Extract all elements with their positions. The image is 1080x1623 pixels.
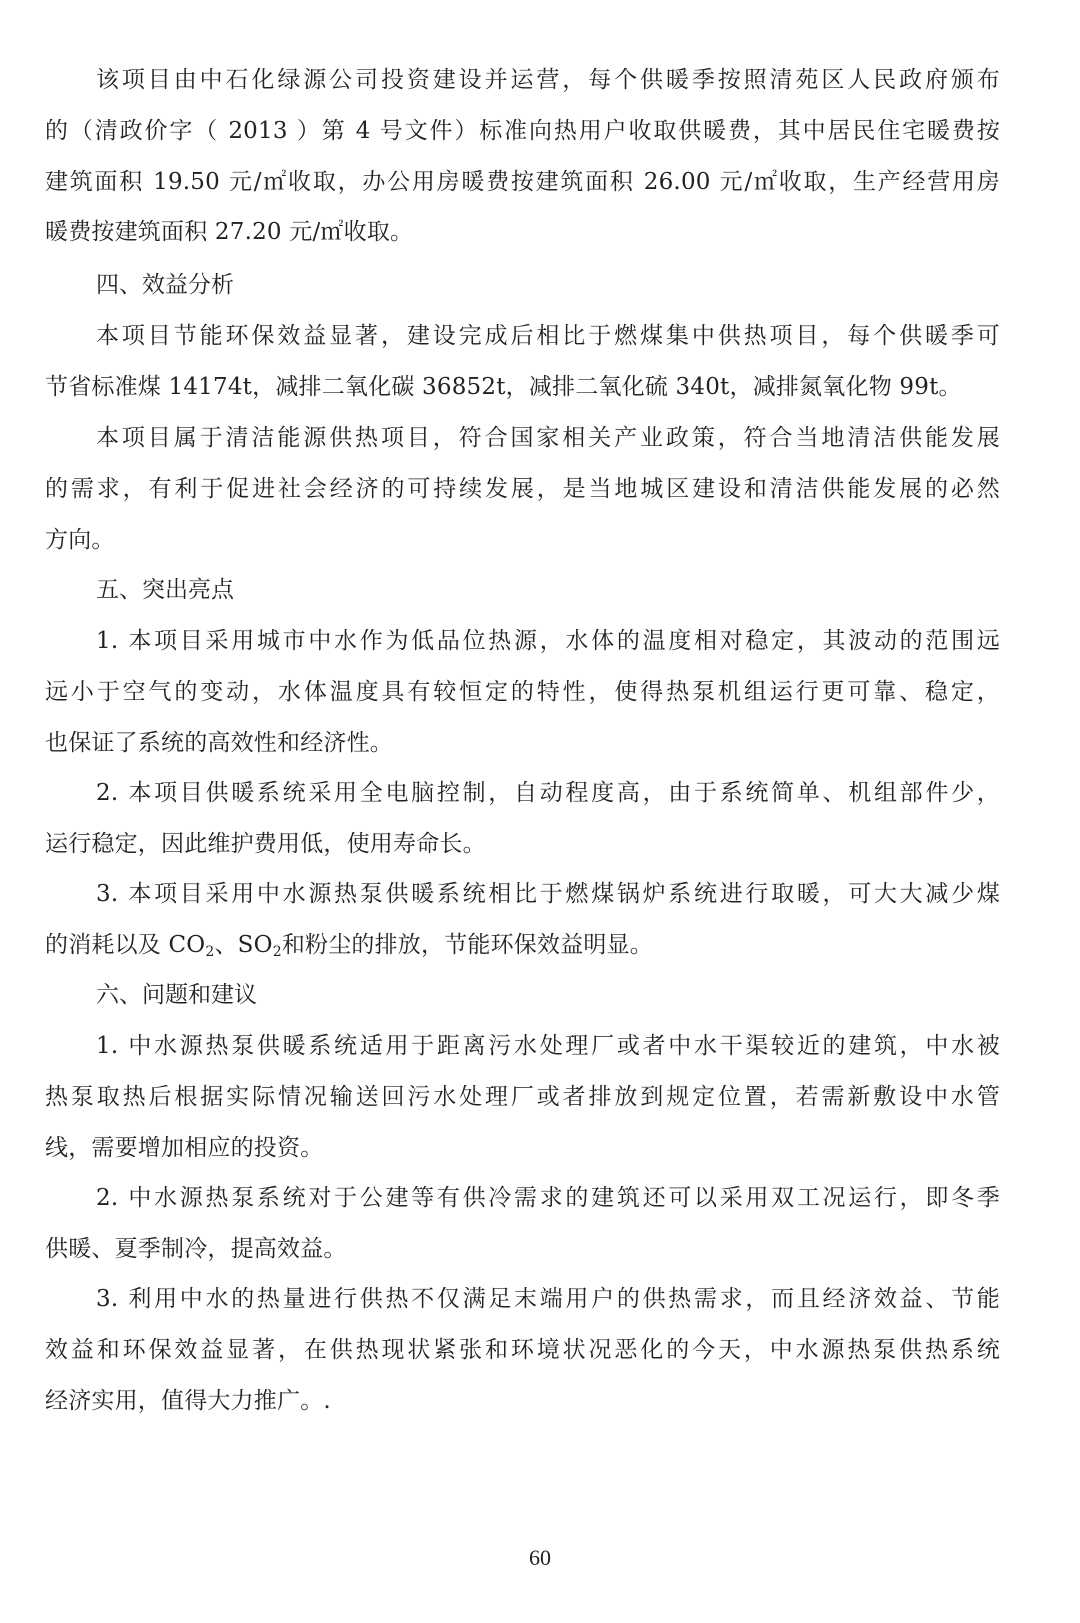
text-line: 2. 中水源热泵系统对于公建等有供冷需求的建筑还可以采用双工况运行，即冬季: [96, 1185, 1000, 1211]
highlight-item-3: [45, 869, 1000, 971]
highlight-item-1: [45, 616, 1000, 768]
text-line: 3. 本项目采用中水源热泵供暖系统相比于燃煤锅炉系统进行取暖，可大大减少煤: [96, 881, 1000, 907]
section-heading-benefit-analysis: 四、效益分析: [96, 272, 234, 298]
text-line: 节省标准煤 14174t，减排二氧化碳 36852t，减排二氧化硫 340t，减排氮氧化物 99t。: [45, 373, 962, 400]
text-line: 1. 本项目采用城市中水作为低品位热源，水体的温度相对稳定，其波动的范围远: [96, 628, 1000, 654]
text-line: 方向。: [45, 526, 115, 553]
paragraph-heating-fee: [45, 55, 1000, 258]
text-line: 供暖、夏季制冷，提高效益。: [45, 1235, 347, 1262]
text-line: 远小于空气的变动，水体温度具有较恒定的特性，使得热泵机组运行更可靠、稳定，: [45, 678, 1000, 705]
text-line: 运行稳定，因此维护费用低，使用寿命长。: [45, 830, 486, 857]
text-line: 1. 中水源热泵供暖系统适用于距离污水处理厂或者中水干渠较近的建筑，中水被: [96, 1033, 1000, 1059]
page-number: 60: [529, 1545, 551, 1570]
suggestion-item-2: [45, 1173, 1000, 1275]
paragraph-clean-energy: [45, 413, 1000, 565]
subscript: 2: [205, 943, 215, 960]
suggestion-item-3: [45, 1274, 1000, 1426]
suggestion-item-1: [45, 1021, 1000, 1173]
text-fragment: 的消耗以及 CO: [45, 931, 206, 958]
text-fragment: 、SO: [214, 931, 273, 958]
section-heading-issues-suggestions: 六、问题和建议: [96, 982, 257, 1008]
text-line: 也保证了系统的高效性和经济性。: [45, 729, 393, 756]
text-line: 的需求，有利于促进社会经济的可持续发展，是当地城区建设和清洁供能发展的必然: [45, 475, 1000, 502]
text-line-with-formulas: [45, 920, 1000, 971]
text-line: 2. 本项目供暖系统采用全电脑控制，自动程度高，由于系统简单、机组部件少，: [96, 780, 1000, 806]
text-fragment: 和粉尘的排放，节能环保效益明显。: [281, 931, 654, 958]
text-line: 本项目节能环保效益显著，建设完成后相比于燃煤集中供热项目，每个供暖季可: [96, 323, 1000, 349]
text-line: 本项目属于清洁能源供热项目，符合国家相关产业政策，符合当地清洁供能发展: [96, 425, 1000, 451]
text-line: 该项目由中石化绿源公司投资建设并运营，每个供暖季按照清苑区人民政府颁布: [96, 67, 1000, 93]
text-line: 线，需要增加相应的投资。: [45, 1134, 324, 1161]
text-line: 经济实用，值得大力推广。.: [45, 1387, 331, 1414]
highlight-item-2: [45, 768, 1000, 870]
subscript: 2: [272, 943, 282, 960]
section-heading-highlights: 五、突出亮点: [96, 577, 234, 603]
text-line: 3. 利用中水的热量进行供热不仅满足末端用户的供热需求，而且经济效益、节能: [96, 1286, 1000, 1312]
text-line: 效益和环保效益显著，在供热现状紧张和环境状况恶化的今天，中水源热泵供热系统: [45, 1336, 1000, 1363]
text-line: 的（清政价字（ 2013 ）第 4 号文件）标准向热用户收取供暖费，其中居民住宅暖费按: [45, 117, 1000, 144]
paragraph-energy-savings: [45, 311, 1000, 413]
text-line: 建筑面积 19.50 元/㎡收取，办公用房暖费按建筑面积 26.00 元/㎡收取，生产经营用房: [45, 168, 1000, 195]
text-line: 暖费按建筑面积 27.20 元/㎡收取。: [45, 219, 414, 246]
text-line: 热泵取热后根据实际情况输送回污水处理厂或者排放到规定位置，若需新敷设中水管: [45, 1083, 1000, 1110]
